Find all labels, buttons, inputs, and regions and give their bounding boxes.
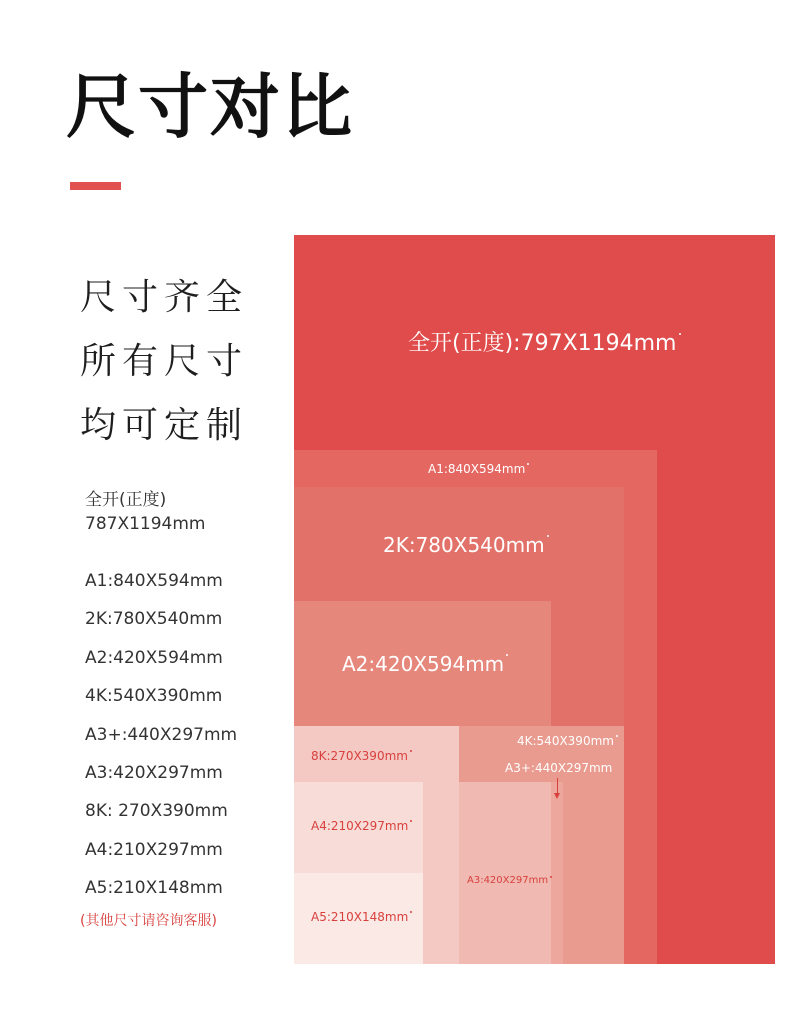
label-a2 [342, 654, 508, 674]
label-a1 [428, 463, 529, 475]
a3plus-pointer-arrow-icon [554, 793, 560, 799]
label-full-text: 全开(正度):797X1194mm [408, 331, 677, 356]
spec-item: 4K:540X390mm [85, 686, 223, 706]
label-a5 [311, 911, 412, 923]
marker-dot [679, 333, 681, 335]
label-a3 [467, 876, 552, 886]
spec-item: A4:210X297mm [85, 840, 223, 860]
spec-item: A3+:440X297mm [85, 725, 238, 745]
marker-dot [410, 911, 412, 913]
label-a3-text: A3:420X297mm [467, 875, 549, 886]
label-a5-text: A5:210X148mm [311, 910, 409, 924]
marker-dot [410, 750, 412, 752]
spec-item: A3:420X297mm [85, 763, 223, 783]
page-title: 尺寸对比 [66, 66, 354, 148]
title-underline [70, 182, 121, 190]
label-a2-text: A2:420X594mm [342, 652, 505, 676]
marker-dot [410, 820, 412, 822]
label-a1-text: A1:840X594mm [428, 462, 526, 476]
label-a4-text: A4:210X297mm [311, 819, 409, 833]
label-2k [383, 535, 549, 555]
spec-item: 2K:780X540mm [85, 609, 223, 629]
label-4k-text: 4K:540X390mm [517, 734, 614, 748]
label-4k [517, 735, 618, 747]
contact-note: (其他尺寸请咨询客服) [80, 913, 217, 929]
label-8k [311, 750, 412, 762]
slogan-line-3: 均可定制 [80, 405, 249, 446]
spec-full-size: 787X1194mm [85, 514, 206, 534]
spec-item: A1:840X594mm [85, 571, 223, 591]
spec-item: A2:420X594mm [85, 648, 223, 668]
marker-dot [547, 535, 549, 537]
slogan-line-1: 尺寸齐全 [80, 277, 249, 318]
slogan-line-2: 所有尺寸 [80, 341, 249, 382]
label-a4 [311, 820, 412, 832]
spec-item: A5:210X148mm [85, 878, 223, 898]
marker-dot [527, 463, 529, 465]
label-full [408, 333, 681, 355]
marker-dot [616, 735, 618, 737]
marker-dot [550, 876, 552, 878]
label-8k-text: 8K:270X390mm [311, 749, 408, 763]
spec-full-label: 全开(正度) [85, 490, 167, 510]
label-a3plus: A3+:440X297mm [505, 761, 613, 775]
marker-dot [506, 654, 508, 656]
spec-item: 8K: 270X390mm [85, 801, 228, 821]
size-box-a3 [459, 782, 551, 964]
label-2k-text: 2K:780X540mm [383, 533, 545, 557]
